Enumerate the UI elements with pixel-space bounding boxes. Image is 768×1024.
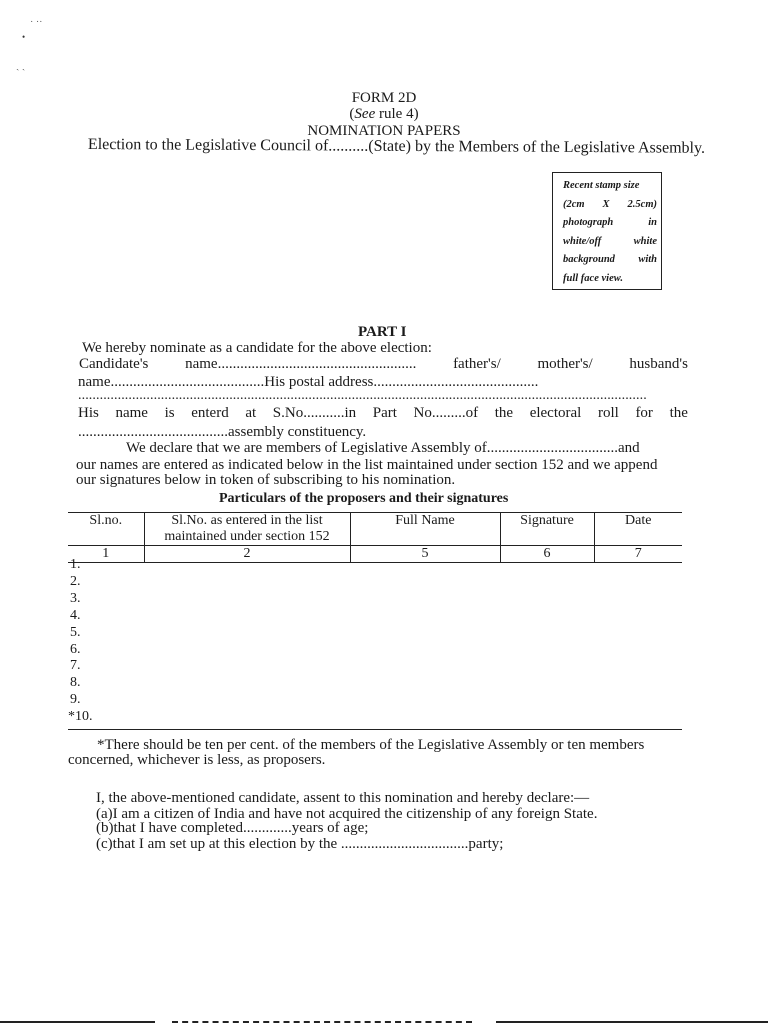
footnote-line: concerned, whichever is less, as proposers.: [68, 752, 326, 768]
part-heading: PART I: [358, 324, 407, 340]
table-caption: Particulars of the proposers and their signatures: [219, 491, 509, 506]
table-row: 5.: [70, 624, 81, 640]
page-bottom-rule: [496, 1021, 768, 1023]
table-row: 3.: [70, 590, 81, 606]
col-header-date: Date: [594, 513, 682, 546]
photo-instruction-line: photograph in: [563, 217, 657, 228]
proposer-row-list: [70, 557, 93, 726]
col-header-slno: Sl.no.: [68, 513, 144, 546]
photo-instruction-line: white/off white: [563, 235, 657, 247]
table-row: 9.: [70, 692, 81, 708]
table-row: 6.: [70, 641, 81, 657]
table-row: *10.: [68, 709, 93, 725]
table-row: 4.: [70, 607, 81, 623]
page-bottom-rule: [172, 1021, 472, 1023]
photo-instruction-line: Recent stamp size: [563, 180, 640, 191]
col-header-signature: Signature: [500, 513, 594, 546]
table-row: 2.: [70, 573, 81, 589]
col-header-full-name: Full Name: [350, 513, 500, 546]
col-number: 5: [350, 546, 500, 563]
page-bottom-rule: [0, 1021, 155, 1023]
proposers-table: [68, 512, 682, 563]
nominate-intro: We hereby nominate as a candidate for the above election:: [82, 340, 432, 356]
scan-mark: •: [22, 32, 26, 42]
scan-mark: ˏ ˏ: [16, 60, 26, 71]
form-subtitle: NOMINATION PAPERS: [307, 123, 461, 139]
declaration-line: We declare that we are members of Legislative Assembly of...................................and: [126, 440, 640, 456]
constituency-line: ........................................assembly constituency.: [78, 424, 367, 440]
electoral-roll-line: His name is enterd at S.No...........in Part No.........of the electoral roll for the: [78, 405, 688, 421]
form-title: FORM 2D: [351, 90, 417, 106]
assent-item-b: (b)that I have completed.............years of age;: [96, 820, 369, 836]
col-number: 2: [144, 546, 350, 563]
col-number: 1: [68, 546, 144, 563]
table-row: 7.: [70, 658, 81, 674]
photo-instruction-line: (2cm X 2.5cm): [563, 198, 657, 210]
col-number: 7: [594, 546, 682, 563]
declaration-line: our names are entered as indicated below in the list maintained under section 152 and we append: [76, 457, 658, 473]
footnote-line: *There should be ten per cent. of the members of the Legislative Assembly or ten members: [97, 737, 645, 753]
scan-mark: ˙ ˙˙: [30, 20, 43, 31]
assent-item-c: (c)that I am set up at this election by the ..................................party;: [96, 836, 504, 852]
address-dotted-line: ..............................................................................................................................................................: [78, 388, 647, 403]
table-bottom-rule: [68, 729, 682, 730]
photograph-box: [552, 172, 662, 290]
assent-item-a: (a)I am a citizen of India and have not acquired the citizenship of any foreign State.: [96, 806, 598, 822]
declaration-line: our signatures below in token of subscribing to his nomination.: [76, 472, 456, 488]
election-line: Election to the Legislative Council of..........(State) by the Members of the Legislative Assembly.: [87, 136, 706, 157]
candidate-name-line: Candidate's name..................................................... father's/ mother's/ husband's: [79, 356, 688, 372]
col-header-list-slno: Sl.No. as entered in the list maintained under section 152: [144, 513, 350, 546]
table-row: 1.: [70, 557, 81, 572]
table-row: 8.: [70, 675, 81, 691]
photo-instruction-line: background with: [563, 254, 657, 265]
postal-address-line: name.........................................His postal address............................................: [78, 374, 539, 390]
form-rule-reference: (See rule 4): [349, 106, 419, 122]
col-number: 6: [500, 546, 594, 563]
assent-line: I, the above-mentioned candidate, assent to this nomination and hereby declare:—: [96, 790, 590, 806]
photo-instruction-line: full face view.: [563, 272, 623, 284]
